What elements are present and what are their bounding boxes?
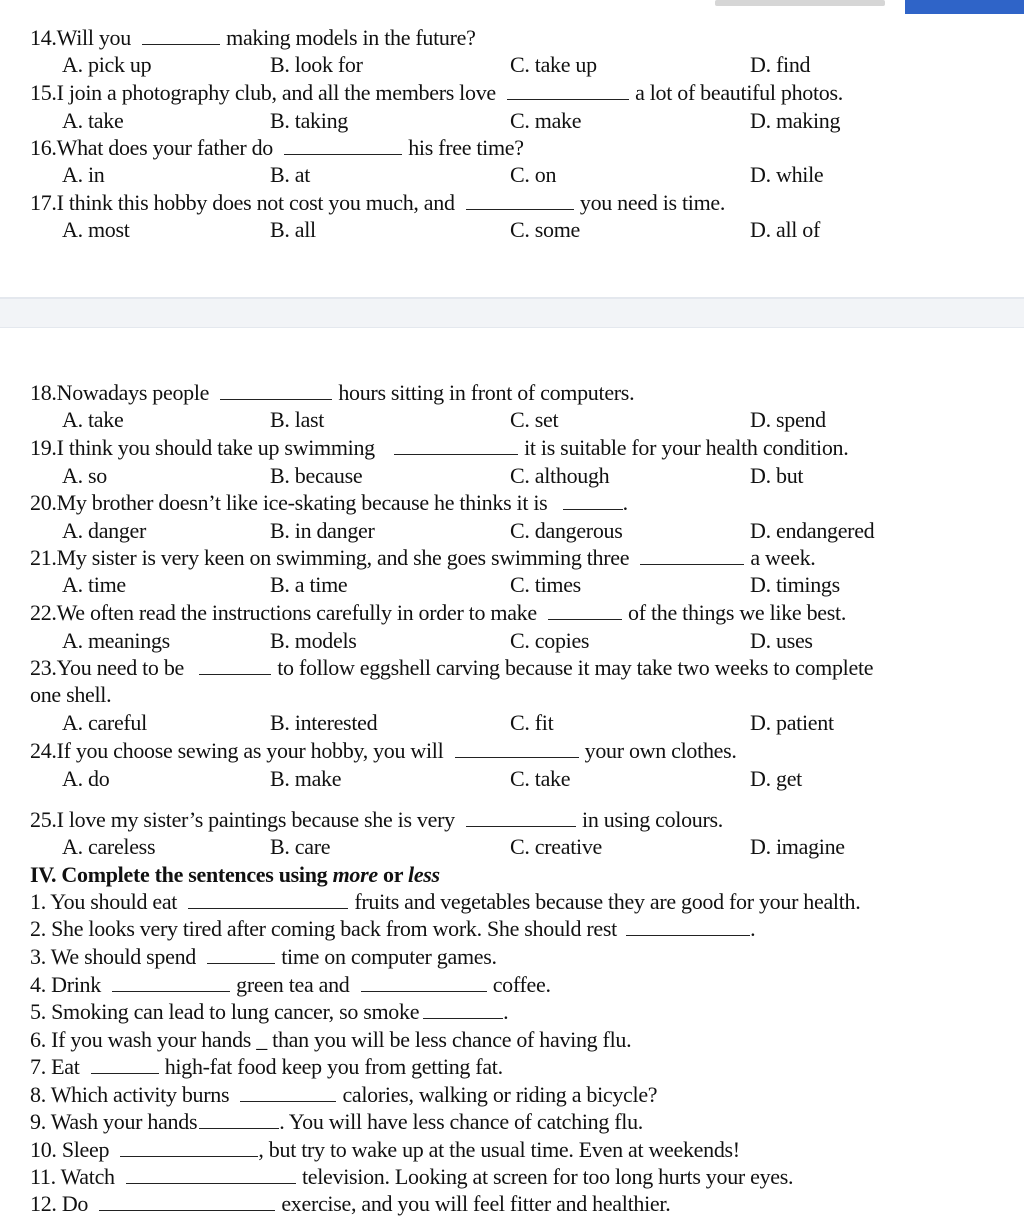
iv-item-7: 7. Eat high-fat food keep you from getting fat. [30, 1054, 503, 1079]
iv-item-1: 1. You should eat fruits and vegetables because they are good for your health. [30, 889, 861, 914]
iv-item-4: 4. Drink green tea and coffee. [30, 972, 551, 997]
option-b[interactable]: B. a time [270, 572, 348, 597]
option-d[interactable]: D. uses [750, 628, 813, 653]
option-b[interactable]: B. interested [270, 710, 378, 735]
option-d[interactable]: D. imagine [750, 834, 845, 859]
option-c[interactable]: C. set [510, 407, 559, 432]
option-a[interactable]: A. most [62, 217, 130, 242]
option-b[interactable]: B. taking [270, 108, 348, 133]
option-a[interactable]: A. careless [62, 834, 156, 859]
option-a[interactable]: A. take [62, 108, 124, 133]
option-b[interactable]: B. all [270, 217, 316, 242]
iv-item-5: 5. Smoking can lead to lung cancer, so smoke . [30, 999, 509, 1024]
section-iv-heading: IV. Complete the sentences using more or less [30, 862, 440, 887]
option-b[interactable]: B. because [270, 463, 363, 488]
option-d[interactable]: D. find [750, 52, 811, 77]
option-b[interactable]: B. care [270, 834, 331, 859]
option-a[interactable]: A. pick up [62, 52, 152, 77]
option-a[interactable]: A. take [62, 407, 124, 432]
toolbar-fragment [715, 0, 885, 6]
option-d[interactable]: D. making [750, 108, 841, 133]
option-b[interactable]: B. at [270, 162, 311, 187]
option-c[interactable]: C. make [510, 108, 582, 133]
option-b[interactable]: B. make [270, 766, 342, 791]
option-a[interactable]: A. in [62, 162, 105, 187]
option-a[interactable]: A. careful [62, 710, 147, 735]
page-divider [0, 297, 1024, 328]
option-c[interactable]: C. some [510, 217, 581, 242]
option-c[interactable]: C. although [510, 463, 610, 488]
option-d[interactable]: D. patient [750, 710, 834, 735]
open-button[interactable] [905, 0, 1024, 14]
option-b[interactable]: B. look for [270, 52, 363, 77]
option-a[interactable]: A. do [62, 766, 110, 791]
iv-item-9: 9. Wash your hands . You will have less chance of catching flu. [30, 1109, 643, 1134]
iv-item-6: 6. If you wash your hands _ than you will be less chance of having flu. [30, 1027, 632, 1052]
option-b[interactable]: B. in danger [270, 518, 375, 543]
option-c[interactable]: C. fit [510, 710, 554, 735]
iv-item-8: 8. Which activity burns calories, walking or riding a bicycle? [30, 1082, 658, 1107]
option-c[interactable]: C. creative [510, 834, 602, 859]
iv-item-3: 3. We should spend time on computer games. [30, 944, 497, 969]
option-d[interactable]: D. but [750, 463, 804, 488]
option-c[interactable]: C. take up [510, 52, 597, 77]
iv-item-12: 12. Do exercise, and you will feel fitter and healthier. [30, 1191, 671, 1216]
option-a[interactable]: A. so [62, 463, 107, 488]
option-c[interactable]: C. times [510, 572, 581, 597]
iv-item-10: 10. Sleep , but try to wake up at the usual time. Even at weekends! [30, 1137, 740, 1162]
option-c[interactable]: C. take [510, 766, 571, 791]
option-a[interactable]: A. time [62, 572, 126, 597]
option-d[interactable]: D. while [750, 162, 824, 187]
option-d[interactable]: D. all of [750, 217, 821, 242]
option-b[interactable]: B. last [270, 407, 325, 432]
option-b[interactable]: B. models [270, 628, 357, 653]
option-c[interactable]: C. copies [510, 628, 590, 653]
option-d[interactable]: D. timings [750, 572, 840, 597]
option-a[interactable]: A. danger [62, 518, 147, 543]
iv-item-2: 2. She looks very tired after coming back from work. She should rest . [30, 916, 756, 941]
option-a[interactable]: A. meanings [62, 628, 170, 653]
iv-item-11: 11. Watch television. Looking at screen for too long hurts your eyes. [30, 1164, 794, 1189]
option-d[interactable]: D. spend [750, 407, 826, 432]
option-d[interactable]: D. endangered [750, 518, 875, 543]
option-c[interactable]: C. dangerous [510, 518, 623, 543]
option-c[interactable]: C. on [510, 162, 557, 187]
option-d[interactable]: D. get [750, 766, 802, 791]
top-toolbar-strip [0, 0, 1024, 14]
